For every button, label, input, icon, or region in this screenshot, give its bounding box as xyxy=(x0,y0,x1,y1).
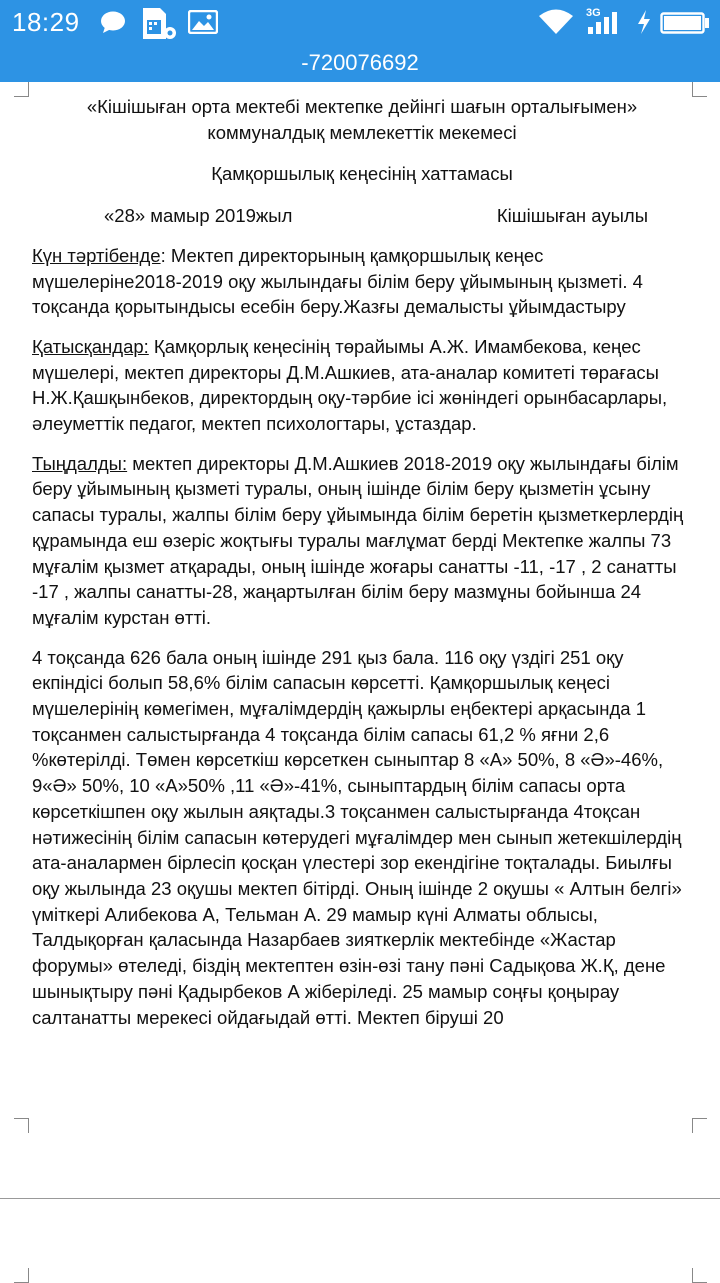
image-notification-icon xyxy=(188,10,218,34)
sim-settings-icon xyxy=(140,6,178,42)
header-line-2: коммуналдық мемлекеттік мекемесі xyxy=(207,121,517,143)
clock: 18:29 xyxy=(12,7,80,37)
agenda-paragraph xyxy=(32,243,692,320)
signal-strength-icon xyxy=(586,10,626,36)
page-corner-mark xyxy=(692,1118,707,1133)
network-type-label: 3G xyxy=(586,7,601,19)
page-break-line xyxy=(0,1198,720,1199)
header-line-1: «Кішішыған орта мектебі мектепке дейінгі шағын орталығымен» xyxy=(86,96,638,117)
document-title-bar xyxy=(0,44,720,82)
protocol-title: Қамқоршылық кеңесінің хаттамасы xyxy=(211,163,513,185)
participants-label: Қатысқандар: xyxy=(32,335,149,357)
document-title: -720076692 xyxy=(301,50,419,75)
agenda-label: Күн тәртібенде xyxy=(32,244,161,266)
date-place-line xyxy=(32,203,692,229)
document-content xyxy=(32,94,692,1030)
agenda-text: : Мектеп директорының қамқоршылық кеңес мүшелеріне2018-2019 оқу жылындағы білім беру ұйымының қызметі. 4 тоқсанда қорытындысы есебін беру.Жазғы демалысты ұйымдастыру xyxy=(32,244,643,318)
status-bar xyxy=(0,0,720,44)
page-corner-mark xyxy=(14,82,29,97)
wifi-icon xyxy=(538,9,574,35)
heard-text: мектеп директоры Д.М.Ашкиев 2018-2019 оқу жылындағы білім беру ұйымының қызметі туралы, оның ішінде білім беру қызметін ұсыну сапасы туралы, жалпы білім беру ұйымында білім беретін қызметкерлердің құрамында еш өзеріс жоқтығы туралы мағлұмат берді Мектепке жалпы 73 мұғалім қызмет атқарады, оның ішінде жоғары санатты -11, -17 , 2 санатты -17 , жалпы санатты-28, жаңартылған білім беру мазмұны бойынша 24 мұғалім курстан өтті. xyxy=(32,452,684,628)
heard-paragraph xyxy=(32,451,692,631)
chat-bubble-icon xyxy=(100,11,126,33)
page-corner-mark xyxy=(692,82,707,97)
heard-label: Тыңдалды: xyxy=(32,452,128,474)
page-corner-mark xyxy=(14,1118,29,1133)
document-view[interactable] xyxy=(0,82,720,1280)
protocol-place: Кішішыған ауылы xyxy=(496,205,648,227)
page-corner-mark xyxy=(692,1268,707,1283)
page-corner-mark xyxy=(14,1268,29,1283)
participants-text: Қамқорлық кеңесінің төрайымы А.Ж. Имамбекова, кеңес мүшелері, мектеп директоры Д.М.Ашкиев, ата-аналар комитеті төрағасы Н.Ж.Қашқынбеков, директордың оқу-тәрбие ісі жөніндегі орынбасарлары, әлеуметтік педагог, мектеп психологтары, ұстаздар. xyxy=(32,335,668,435)
results-paragraph: 4 тоқсанда 626 бала оның ішінде 291 қыз бала. 116 оқу үздігі 251 оқу екпіндісі болып 58,6% білім сапасын көрсетті. Қамқоршылық кеңесі мүшелерінің көмегімен, мұғалімдердің қажырлы еңбектері арқасында 1 тоқсанмен салыстырғанда 4 тоқсанда білім сапасы 61,2 % яғни 2,6 %көтерілді. Төмен көрсеткіш көрсеткен сыныптар 8 «А» 50%, 8 «Ә»-46%, 9«Ә» 50%, 10 «А»50% ,11 «Ә»-41%, сыныптардың білім сапасы орта көрсеткішпен оқу жылын аяқтады.3 тоқсанмен салыстырғанда 4тоқсан нәтижесінің білім сапасын көтерудегі мұғалімдер мен сынып жетекшілердің ата-аналармен бірлесіп қосқан үлестері зор екендігіне тоқталады. Биылғы оқу жылында 23 оқушы мектеп бітірді. Оның ішінде 2 оқушы « Алтын белгі» үміткері Алибекова А, Тельман А. 29 мамыр күні Алматы облысы, Талдықорған қаласында Назарбаев зияткерлік мектебінде «Жастар форумы» өтеледі, біздің мектептен өзін-өзі тану пәні Садықова Ж.Қ, дене шынықтыру пәні Қадырбеков А жіберіледі. 25 мамыр соңғы қоңырау салтанатты мерекесі ойдағыдай өтті. Мектеп біруші 20 xyxy=(32,646,682,1028)
participants-paragraph xyxy=(32,334,692,437)
protocol-date: «28» мамыр 2019жыл xyxy=(104,205,293,227)
charging-bolt-icon xyxy=(636,10,652,34)
battery-icon xyxy=(660,12,710,34)
